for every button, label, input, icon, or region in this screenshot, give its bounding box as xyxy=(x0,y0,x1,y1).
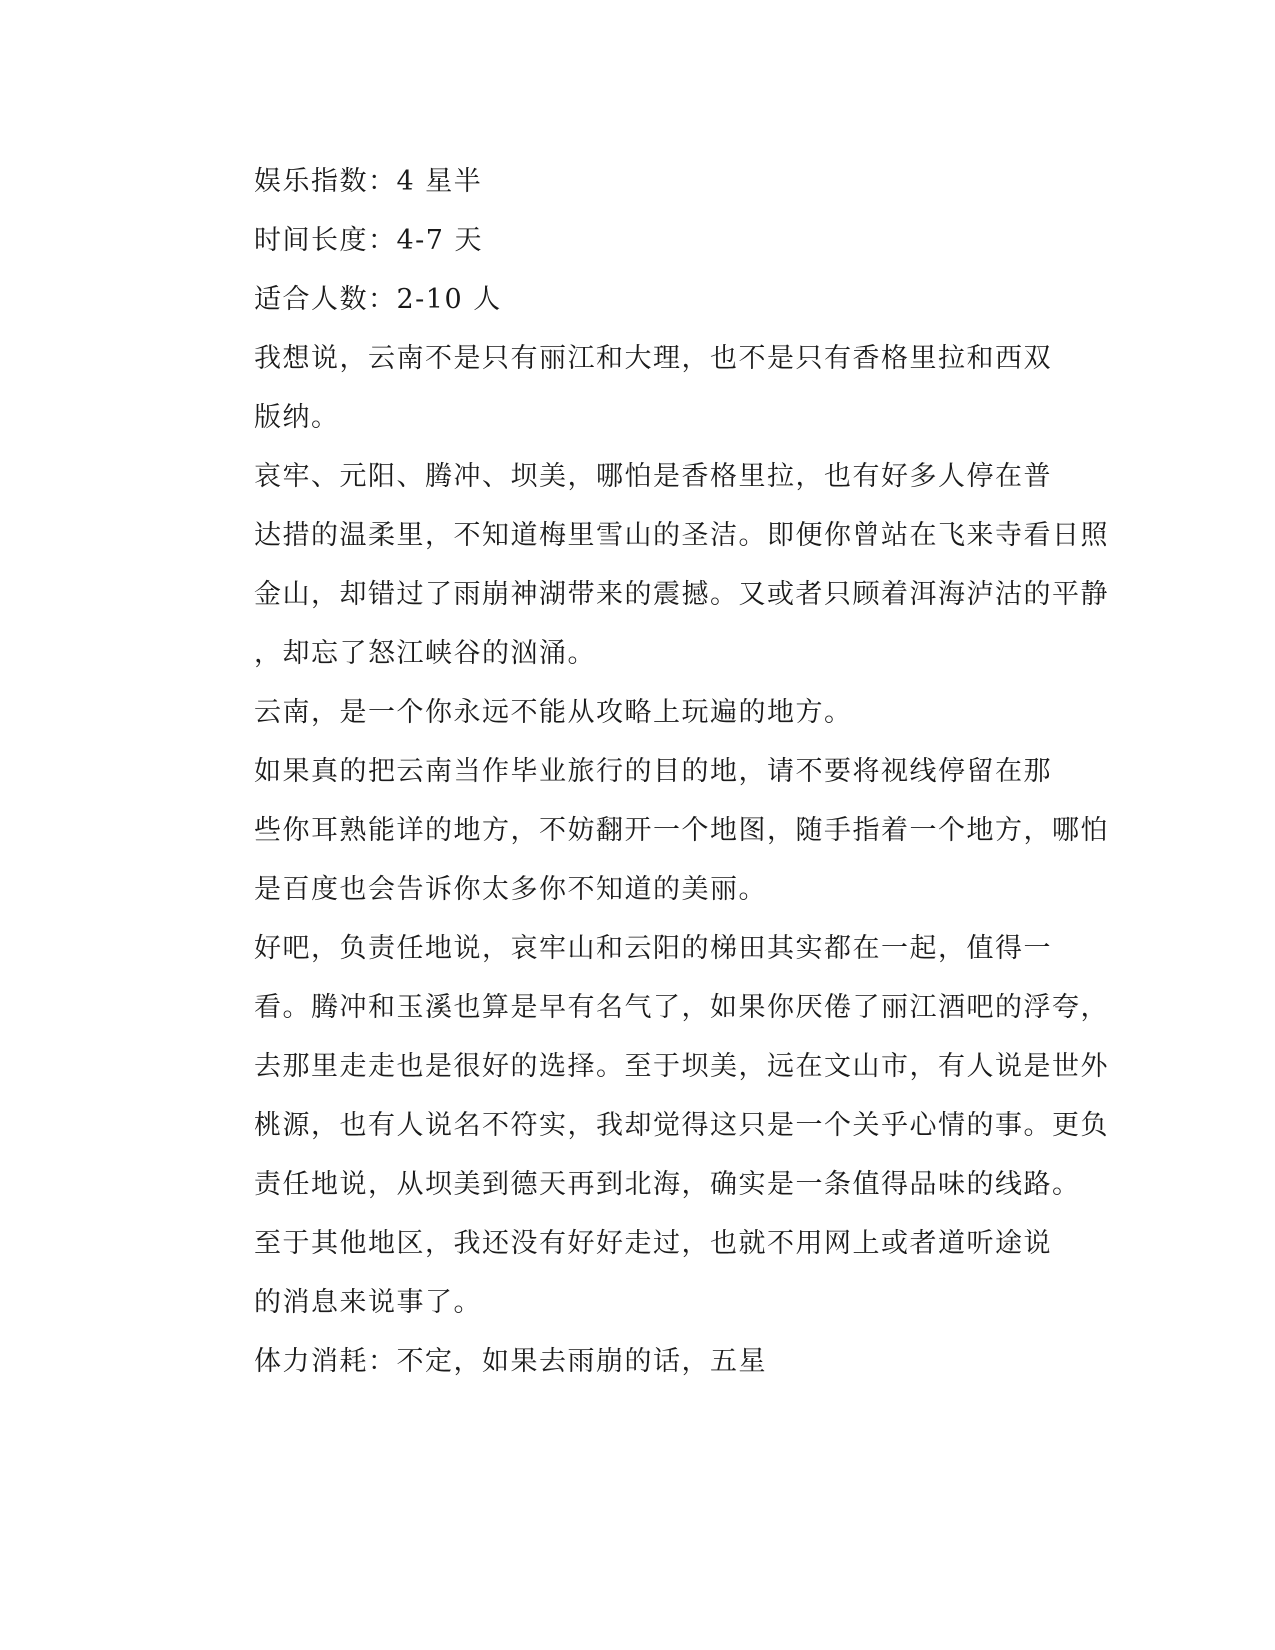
paragraph-graduation-trip xyxy=(182,742,1109,919)
text-line: 娱乐指数：4 星半 xyxy=(254,166,483,197)
text-line: 达措的温柔里，不知道梅里雪山的圣洁。即便你曾站在飞来寺看日照 xyxy=(254,520,1109,551)
text-line: 如果真的把云南当作毕业旅行的目的地，请不要将视线停留在那 xyxy=(254,756,1052,787)
text-line: 的消息来说事了。 xyxy=(254,1287,482,1318)
text-line: 时间长度：4-7 天 xyxy=(254,225,484,256)
paragraph-duration xyxy=(182,211,1030,270)
text-line: ，却忘了怒江峡谷的汹涌。 xyxy=(254,638,596,669)
paragraph-group-size xyxy=(182,270,1030,329)
text-line: 些你耳熟能详的地方，不妨翻开一个地图，随手指着一个地方，哪怕 xyxy=(254,815,1109,846)
text-line: 体力消耗：不定，如果去雨崩的话，五星 xyxy=(254,1346,767,1377)
paragraph-other-regions xyxy=(182,1214,1052,1332)
text-line: 好吧，负责任地说，哀牢山和云阳的梯田其实都在一起，值得一 xyxy=(254,933,1052,964)
text-line: 哀牢、元阳、腾冲、坝美，哪怕是香格里拉，也有好多人停在普 xyxy=(254,461,1052,492)
text-line: 责任地说，从坝美到德天再到北海，确实是一条值得品味的线路。 xyxy=(254,1169,1081,1200)
text-line: 云南，是一个你永远不能从攻略上玩遍的地方。 xyxy=(254,697,853,728)
paragraph-places xyxy=(182,447,1109,683)
text-line: 是百度也会告诉你太多你不知道的美丽。 xyxy=(254,874,767,905)
paragraph-recommendations xyxy=(182,919,1109,1214)
paragraph-yunnan xyxy=(182,683,1030,742)
text-line: 适合人数：2-10 人 xyxy=(254,284,502,315)
text-line: 桃源，也有人说名不符实，我却觉得这只是一个关乎心情的事。更负 xyxy=(254,1110,1109,1141)
text-line: 金山，却错过了雨崩神湖带来的震撼。又或者只顾着洱海泸沽的平静 xyxy=(254,579,1109,610)
paragraph-intro xyxy=(182,329,1052,447)
text-line: 版纳。 xyxy=(254,402,340,433)
paragraph-physical-effort xyxy=(182,1332,1030,1391)
text-line: 至于其他地区，我还没有好好走过，也就不用网上或者道听途说 xyxy=(254,1228,1052,1259)
text-line: 去那里走走也是很好的选择。至于坝美，远在文山市，有人说是世外 xyxy=(254,1051,1109,1082)
paragraph-entertainment-index xyxy=(182,152,1030,211)
text-line: 我想说，云南不是只有丽江和大理，也不是只有香格里拉和西双 xyxy=(254,343,1052,374)
document-page xyxy=(182,152,1109,1391)
text-line: 看。腾冲和玉溪也算是早有名气了，如果你厌倦了丽江酒吧的浮夸， xyxy=(254,992,1109,1023)
